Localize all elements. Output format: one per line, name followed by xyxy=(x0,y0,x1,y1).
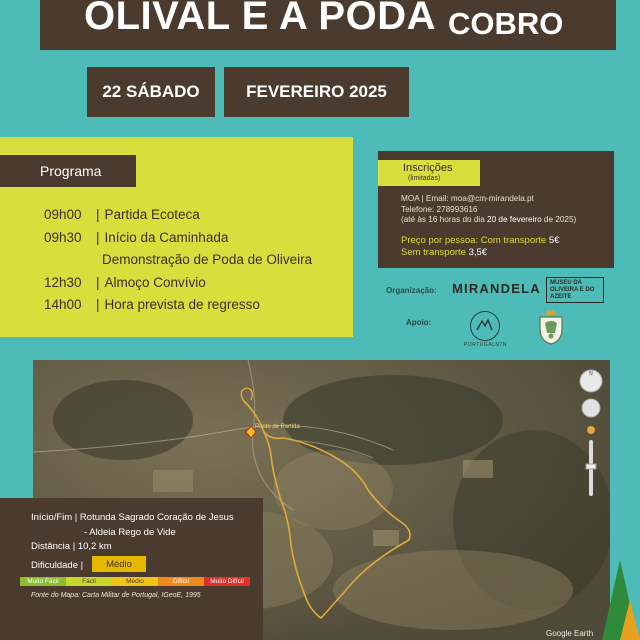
programme-time: 09h30 xyxy=(44,230,82,245)
mirandela-logo: MIRANDELA xyxy=(452,281,541,296)
deadline-suffix: de 2025) xyxy=(541,215,577,224)
scale-hard: Difícil xyxy=(158,577,204,586)
programme-item: 09h00 | Partida Ecoteca xyxy=(44,207,200,222)
deadline-prefix: (até às 16 horas do dia xyxy=(401,215,488,224)
programme-activity: Partida Ecoteca xyxy=(104,207,200,222)
programme-heading: Programa xyxy=(0,155,136,187)
programme-item: 09h30 | Início da Caminhada xyxy=(44,230,229,245)
registration-email[interactable]: MOA | Email: moa@cm-mirandela.pt xyxy=(401,194,534,203)
support-label: Apoio: xyxy=(406,318,432,327)
programme-time: 09h00 xyxy=(44,207,82,222)
museum-logo: MUSEU DA OLIVEIRA E DO AZEITE xyxy=(546,277,604,303)
event-subtitle: COBRO xyxy=(448,6,564,41)
programme-activity: Hora prevista de regresso xyxy=(104,297,260,312)
programme-item xyxy=(102,252,312,267)
programme-time: 12h30 xyxy=(44,275,82,290)
difficulty-badge: Médio xyxy=(92,556,146,572)
start-marker-label: Ponto de Partida xyxy=(255,424,300,430)
route-distance: Distância | 10,2 km xyxy=(31,541,112,552)
price-with-label: Preço por pessoa: Com transporte xyxy=(401,235,547,246)
organization-label: Organização: xyxy=(386,286,437,295)
route-village: - Aldeia Rego de Vide xyxy=(84,527,176,538)
route-difficulty: Dificuldade | xyxy=(31,560,84,571)
price-without-value: 3,5€ xyxy=(468,247,488,258)
price-with-value: 5€ xyxy=(548,235,560,246)
scale-very-hard: Muito Difícil xyxy=(204,577,250,586)
distance-value: 10,2 km xyxy=(77,541,112,552)
portugal-n7n-logo-icon xyxy=(470,311,500,341)
registration-phone: Telefone: 278993616 xyxy=(401,205,478,214)
scale-easy: Fácil xyxy=(66,577,112,586)
price-without-transport xyxy=(401,247,487,258)
programme-activity: Almoço Convívio xyxy=(104,275,206,290)
programme-time: 14h00 xyxy=(44,297,82,312)
price-without-label: Sem transporte xyxy=(401,247,466,258)
difficulty-scale xyxy=(20,577,250,586)
registration-heading: Inscrições xyxy=(403,162,453,174)
registration-tab xyxy=(378,160,480,186)
date-month-year: FEVEREIRO 2025 xyxy=(224,67,409,117)
route-start-end: Início/Fim | Rotunda Sagrado Coração de Jesus xyxy=(31,512,234,523)
price-with-transport xyxy=(401,235,559,246)
date-day: 22 SÁBADO xyxy=(87,67,215,117)
programme-activity: Início da Caminhada xyxy=(104,230,229,245)
coat-of-arms-icon xyxy=(536,309,566,345)
map-source: Fonte do Mapa: Carta Militar de Portugal, IGeoE, 1995 xyxy=(31,592,201,599)
google-earth-watermark: Google Earth xyxy=(546,629,594,638)
difficulty-label: Dificuldade xyxy=(31,560,78,571)
tree-decoration-icon xyxy=(600,540,640,640)
portugal-n7n-text: PORTUGALN7N xyxy=(464,342,507,348)
scale-very-easy: Muito Fácil xyxy=(20,577,66,586)
distance-label: Distância xyxy=(31,541,71,552)
programme-item: 12h30 | Almoço Convívio xyxy=(44,275,206,290)
map-navigation-controls[interactable] xyxy=(578,368,604,508)
programme-activity: Demonstração de Poda de Oliveira xyxy=(102,252,313,267)
deadline-date: 20 de fevereiro xyxy=(487,215,542,224)
programme-item: 14h00 | Hora prevista de regresso xyxy=(44,297,260,312)
scale-medium: Médio xyxy=(112,577,158,586)
registration-subheading: (limitadas) xyxy=(408,175,441,182)
svg-text:N: N xyxy=(589,371,593,377)
event-title: OLIVAL E A PODA xyxy=(84,0,436,38)
registration-deadline xyxy=(401,215,576,224)
